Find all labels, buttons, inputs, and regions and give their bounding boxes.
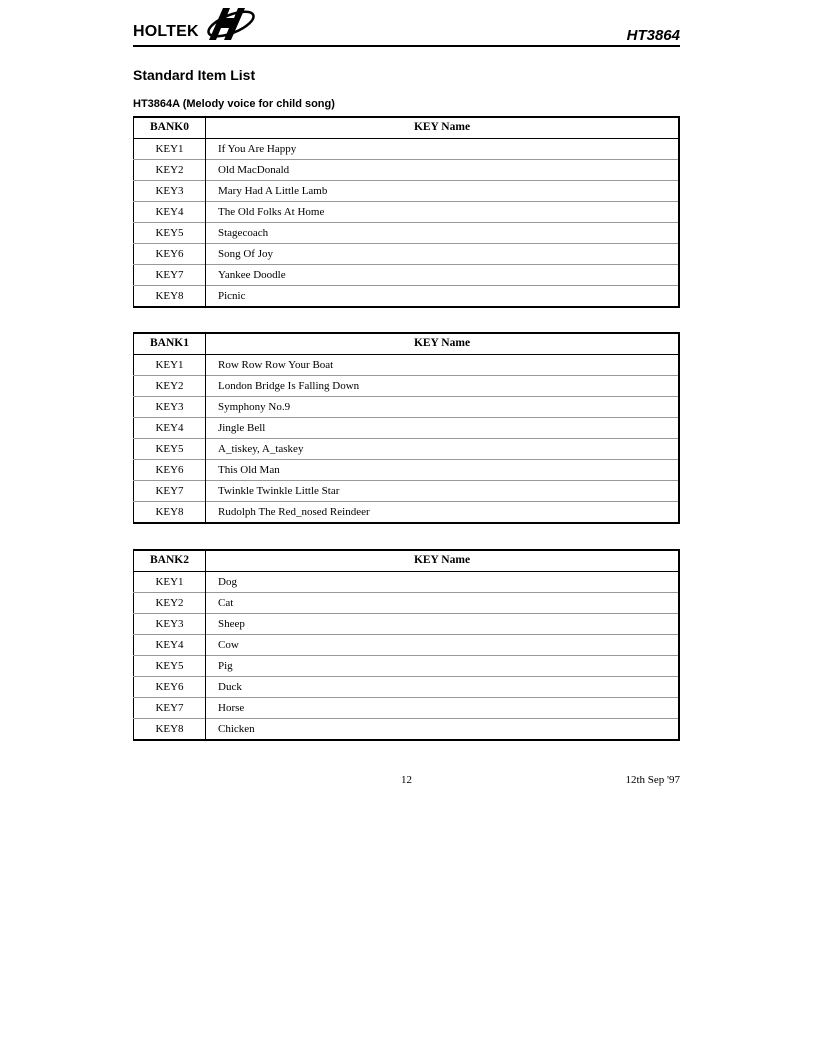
table-row [134, 677, 680, 698]
key-cell: KEY1 [134, 355, 206, 376]
table-row [134, 265, 680, 286]
table-row [134, 698, 680, 719]
key-cell: KEY4 [134, 202, 206, 223]
bank1-table [133, 332, 680, 524]
key-cell: KEY2 [134, 593, 206, 614]
key-cell: KEY6 [134, 244, 206, 265]
key-name-header: KEY Name [206, 117, 680, 139]
table-row [134, 355, 680, 376]
table-row [134, 418, 680, 439]
bank-header: BANK0 [134, 117, 206, 139]
key-name-cell: A_tiskey, A_taskey [206, 439, 680, 460]
document-id: HT3864 [626, 27, 680, 44]
table-row [134, 719, 680, 741]
logo-text: HOLTEK [133, 23, 199, 40]
key-name-cell: Jingle Bell [206, 418, 680, 439]
key-name-cell: Old MacDonald [206, 160, 680, 181]
bank2-table [133, 549, 680, 741]
table-row [134, 139, 680, 160]
table-row [134, 502, 680, 524]
table-header-row [134, 117, 680, 139]
key-name-cell: Stagecoach [206, 223, 680, 244]
footer-date: 12th Sep '97 [625, 774, 680, 786]
table-row [134, 481, 680, 502]
table-header-row [134, 333, 680, 355]
key-cell: KEY7 [134, 698, 206, 719]
key-cell: KEY5 [134, 223, 206, 244]
table-row [134, 656, 680, 677]
key-name-cell: Yankee Doodle [206, 265, 680, 286]
table-row [134, 376, 680, 397]
table-row [134, 202, 680, 223]
key-cell: KEY8 [134, 719, 206, 741]
subsection-title: HT3864A (Melody voice for child song) [133, 98, 335, 110]
key-cell: KEY4 [134, 635, 206, 656]
key-name-cell: This Old Man [206, 460, 680, 481]
key-name-cell: Cow [206, 635, 680, 656]
table-row [134, 439, 680, 460]
key-cell: KEY5 [134, 439, 206, 460]
key-cell: KEY1 [134, 139, 206, 160]
table-row [134, 286, 680, 308]
table-row [134, 181, 680, 202]
key-name-cell: Row Row Row Your Boat [218, 358, 334, 371]
table-row [134, 572, 680, 593]
key-name-cell: Mary Had A Little Lamb [206, 181, 680, 202]
key-name-cell: Rudolph The Red_nosed Reindeer [206, 502, 680, 524]
key-cell: KEY3 [134, 614, 206, 635]
key-cell: KEY7 [134, 481, 206, 502]
bank0-table [133, 116, 680, 308]
key-name-cell: Symphony No.9 [206, 397, 680, 418]
key-name-cell: Twinkle Twinkle Little Star [206, 481, 680, 502]
key-name-cell: Picnic [206, 286, 680, 308]
table-row [134, 593, 680, 614]
key-cell: KEY3 [134, 397, 206, 418]
table-row [134, 635, 680, 656]
table-row [134, 160, 680, 181]
key-name-cell: Song Of Joy [206, 244, 680, 265]
key-name-cell: London Bridge Is Falling Down [206, 376, 680, 397]
key-name-cell: The Old Folks At Home [206, 202, 680, 223]
key-cell: KEY1 [134, 572, 206, 593]
key-name-cell: Horse [206, 698, 680, 719]
key-cell: KEY2 [134, 160, 206, 181]
header-rule [133, 45, 680, 47]
holtek-logo [133, 4, 258, 42]
table-row [134, 397, 680, 418]
key-name-header: KEY Name [206, 333, 680, 355]
key-cell: KEY5 [134, 656, 206, 677]
table-row [134, 460, 680, 481]
key-cell: KEY6 [134, 460, 206, 481]
table-row [134, 244, 680, 265]
key-name-cell: Dog [218, 575, 237, 588]
key-cell: KEY4 [134, 418, 206, 439]
key-name-cell: Cat [206, 593, 680, 614]
page-number: 12 [401, 774, 412, 786]
key-cell: KEY3 [134, 181, 206, 202]
table-row [134, 223, 680, 244]
section-title: Standard Item List [133, 67, 256, 83]
key-name-cell: Pig [206, 656, 680, 677]
key-cell: KEY2 [134, 376, 206, 397]
page-header [133, 0, 680, 47]
key-name-cell: Sheep [206, 614, 680, 635]
key-cell: KEY6 [134, 677, 206, 698]
key-name-cell: If You Are Happy [218, 142, 297, 155]
key-cell: KEY8 [134, 502, 206, 524]
table-row [134, 614, 680, 635]
key-name-cell: Chicken [206, 719, 680, 741]
bank-header: BANK1 [134, 333, 206, 355]
key-cell: KEY7 [134, 265, 206, 286]
key-cell: KEY8 [134, 286, 206, 308]
table-header-row [134, 550, 680, 572]
key-name-cell: Duck [206, 677, 680, 698]
bank-header: BANK2 [134, 550, 206, 572]
key-name-header: KEY Name [206, 550, 680, 572]
holtek-logo-icon [201, 4, 257, 44]
